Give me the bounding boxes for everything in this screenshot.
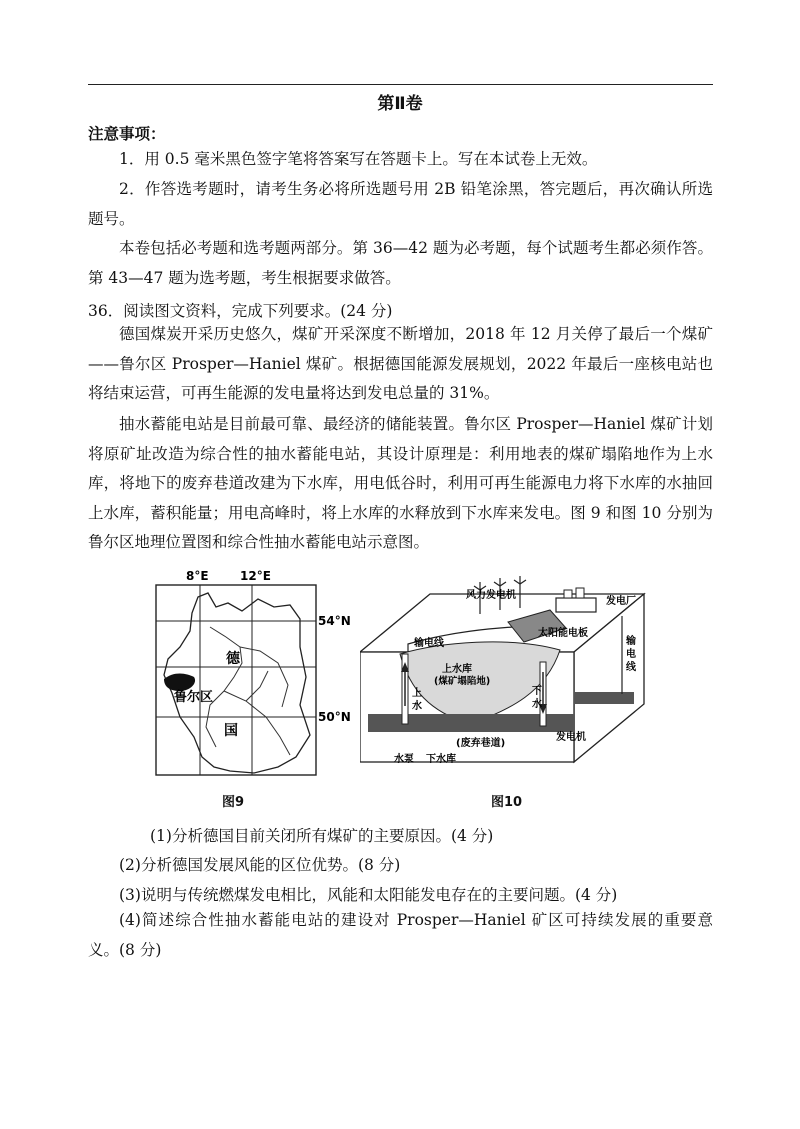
label-up-water-1: 上 <box>412 688 422 699</box>
question-header: 36．阅读图文资料，完成下列要求。(24 分) <box>88 302 393 320</box>
notice-heading: 注意事项： <box>88 125 166 143</box>
label-plant: 发电厂 <box>606 596 636 607</box>
label-generator: 发电机 <box>556 732 586 743</box>
label-up-water-2: 水 <box>412 701 422 712</box>
sub-question-4: (4)简述综合性抽水蓄能电站的建设对 Prosper—Haniel 矿区可持续发展的重要意义。(8 分) <box>88 911 713 959</box>
figure-9-caption: 图9 <box>222 795 245 810</box>
country-label-guo: 国 <box>224 723 238 739</box>
lon-12e: 12°E <box>240 569 271 583</box>
label-line-right-3: 线 <box>626 662 636 673</box>
label-upper-res-note: (煤矿塌陷地) <box>434 676 491 687</box>
lat-50n: 50°N <box>318 710 351 724</box>
question-paragraph-1: 德国煤炭开采历史悠久，煤矿开采深度不断增加，2018 年 12 月关停了最后一个煤矿——鲁尔区 Prosper—Haniel 煤矿。根据德国能源发展规划，2022 年最后一座核电站也将结束运营，可再生能源的发电量将达到发电总量的 31%。 <box>88 325 713 402</box>
lon-8e: 8°E <box>186 569 209 583</box>
sub-question-2: (2)分析德国发展风能的区位优势。(8 分) <box>119 856 401 874</box>
region-label-ruhr: 鲁尔区 <box>174 690 214 705</box>
notice-item-1: 1．用 0.5 毫米黑色签字笔将答案写在答题卡上。写在本试卷上无效。 <box>119 150 598 168</box>
label-lower-res: 下水库 <box>426 754 456 765</box>
label-line-right-1: 输 <box>626 636 636 647</box>
label-pump: 水泵 <box>394 754 414 765</box>
figure-10-caption: 图10 <box>491 795 523 810</box>
label-upper-res: 上水库 <box>442 664 472 675</box>
label-down-water-1: 下 <box>532 686 542 697</box>
label-tunnel: (废弃巷道) <box>456 738 506 749</box>
lat-54n: 54°N <box>318 614 351 628</box>
label-line-left: 输电线 <box>414 638 444 649</box>
question-paragraph-2: 抽水蓄能电站是目前最可靠、最经济的储能装置。鲁尔区 Prosper—Haniel 煤矿计划将原矿址改造为综合性的抽水蓄能电站，其设计原理是：利用地表的煤矿塌陷地作为上水库，将地下的废弃巷道改建为下水库，用电低谷时，利用可再生能源电力将下水库的水抽回上水库，蓄积能量；用电高峰时，将上水库的水释放到下水库来发电。图 9 和图 10 分别为鲁尔区地理位置图和综合性抽水蓄能电站示意图。 <box>88 415 713 551</box>
label-solar: 太阳能电板 <box>538 628 588 639</box>
sub-question-3: (3)说明与传统燃煤发电相比，风能和太阳能发电存在的主要问题。(4 分) <box>119 886 618 904</box>
label-down-water-2: 水 <box>532 699 542 710</box>
figure-10-diagram <box>360 572 650 794</box>
section-title: 第Ⅱ卷 <box>377 94 423 114</box>
label-line-right-2: 电 <box>626 649 636 660</box>
ruhr-region-marker <box>164 674 195 692</box>
country-label-de: 德 <box>226 651 240 667</box>
label-wind: 风力发电机 <box>466 590 516 601</box>
figure-9-map <box>150 567 360 787</box>
notice-intro: 本卷包括必考题和选考题两部分。第 36—42 题为必考题，每个试题考生都必须作答。第 43—47 题为选考题，考生根据要求做答。 <box>88 239 713 287</box>
top-rule <box>88 84 713 85</box>
power-plant <box>556 598 596 612</box>
sub-question-1: (1)分析德国目前关闭所有煤矿的主要原因。(4 分) <box>150 827 494 845</box>
notice-item-2: 2．作答选考题时，请考生务必将所选题号用 2B 铅笔涂黑，答完题后，再次确认所选题号。 <box>88 180 713 228</box>
